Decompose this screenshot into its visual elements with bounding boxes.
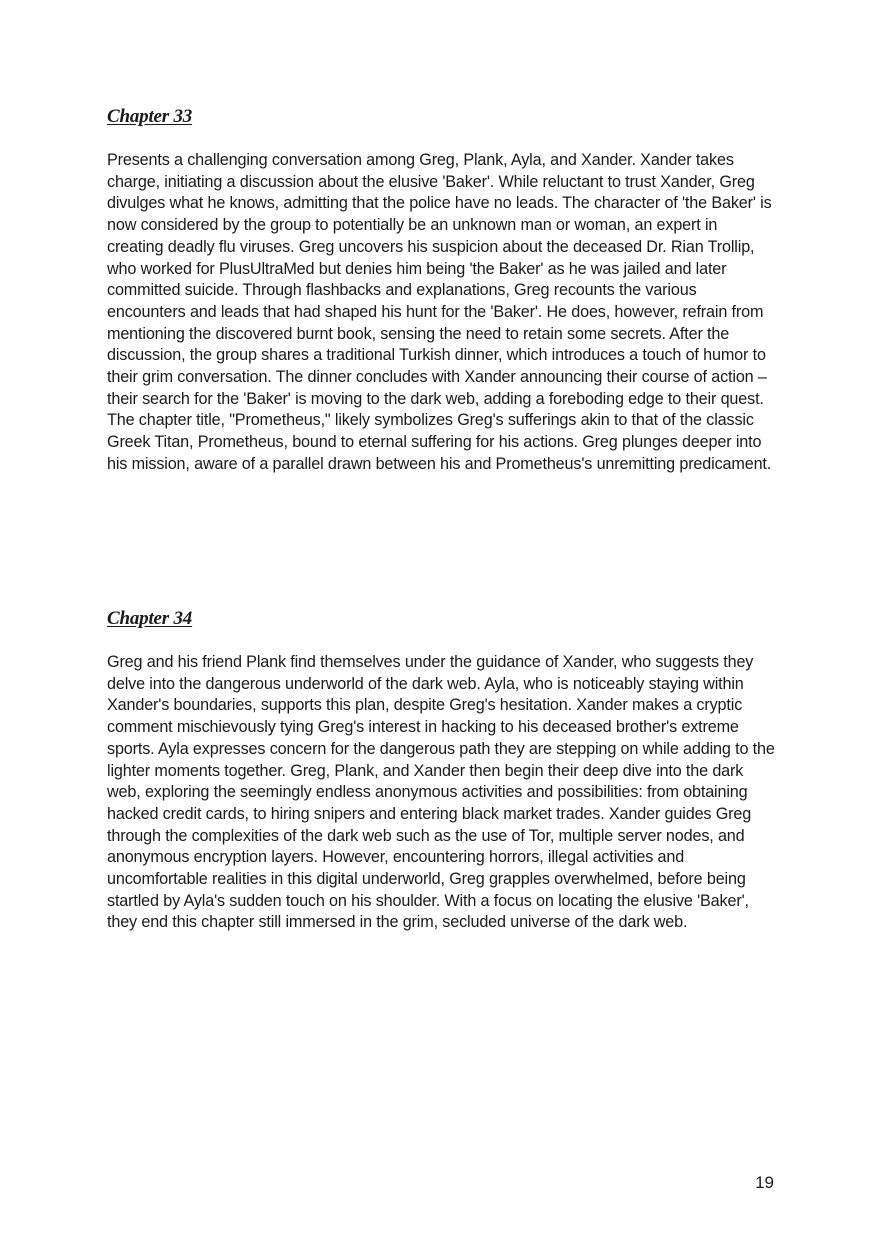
chapter-summary: Presents a challenging conversation among Greg, Plank, Ayla, and Xander. Xander takes charge, initiating a discussion about the elusive 'Baker'. While reluctant to trust Xander, Greg divulges what he knows, admitting that the police have no leads. The character of 'the Baker' is now considered by the group to potentially be an unknown man or woman, an expert in creating deadly flu viruses. Greg uncovers his suspicion about the deceased Dr. Rian Trollip, who worked for PlusUltraMed but denies him being 'the Baker' as he was jailed and later committed suicide. Through flashbacks and explanations, Greg recounts the various encounters and leads that had shaped his hunt for the 'Baker'. He does, however, refrain from mentioning the discovered burnt book, sensing the need to retain some secrets. After the discussion, the group shares a traditional Turkish dinner, which introduces a touch of humor to their grim conversation. The dinner concludes with Xander announcing their course of action – their search for the 'Baker' is moving to the dark web, adding a foreboding edge to their quest. The chapter title, "Prometheus," likely symbolizes Greg's sufferings akin to that of the classic Greek Titan, Prometheus, bound to eternal suffering for his actions. Greg plunges deeper into his mission, aware of a parallel drawn between his and Prometheus's unremitting predicament. [107,151,772,473]
chapter-heading: Chapter 34 [107,608,193,629]
chapter-summary: Greg and his friend Plank find themselves under the guidance of Xander, who suggests they delve into the dangerous underworld of the dark web. Ayla, who is noticeably staying within Xander's boundaries, supports this plan, despite Greg's hesitation. Xander makes a cryptic comment mischievously tying Greg's interest in hacking to his deceased brother's extreme sports. Ayla expresses concern for the dangerous path they are stepping on while adding to the lighter moments together. Greg, Plank, and Xander then begin their deep dive into the dark web, exploring the seemingly endless anonymous activities and possibilities: from obtaining hacked credit cards, to hiring snipers and entering black market trades. Xander guides Greg through the complexities of the dark web such as the use of Tor, multiple server nodes, and anonymous encryption layers. However, encountering horrors, illegal activities and uncomfortable realities in this digital underworld, Greg grapples overwhelmed, before being startled by Ayla's sudden touch on his shoulder. With a focus on locating the elusive 'Baker', they end this chapter still immersed in the grim, secluded universe of the dark web. [107,653,775,932]
page-number: 19 [755,1173,774,1192]
chapter-33-section [107,104,775,476]
chapter-34-section [107,606,775,934]
chapter-heading: Chapter 33 [107,106,193,127]
